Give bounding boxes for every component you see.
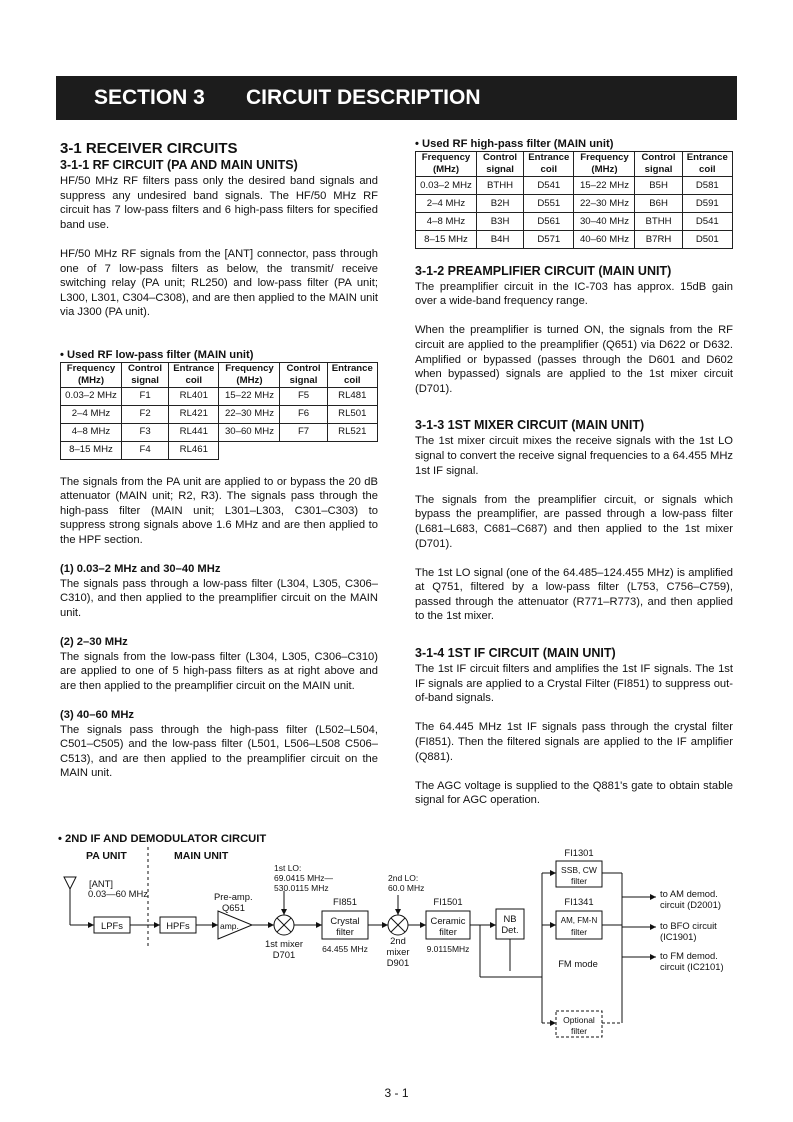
main-unit-label: MAIN UNIT [174,850,229,862]
heading-band-3: (3) 40–60 MHz [60,709,134,722]
lpf-cell: F7 [280,423,327,441]
hpfs-label: HPFs [166,920,190,931]
diagram-title: • 2ND IF AND DEMODULATOR CIRCUIT [58,833,267,845]
out-fm-2: circuit (IC2101) [660,961,724,972]
paragraph: The 1st IF circuit filters and amplifies the 1st IF signals. The 1st IF signals are applied to a Crystal Filter (FI851) to suppress out-of-band signals. [415,663,733,705]
paragraph: The preamplifier circuit in the IC-703 has approx. 15dB gain over a wide-band frequency range. [415,280,733,308]
lpf-header-cell: Control signal [280,362,327,387]
lpf-header-cell: Entrance coil [169,362,219,387]
paragraph: The signals pass through a low-pass filter (L304, L305, C306–C310), and then applied to the preamplifier circuit on the MAIN unit. [60,577,378,619]
hpf-row [416,177,733,195]
lpf-row [61,387,378,405]
lpf-cell: F2 [122,405,169,423]
hpf-row [416,195,733,213]
fi1301-label: FI1301 [564,847,594,858]
page-number: 3 - 1 [384,1086,409,1100]
hpf-cell: B3H [477,213,524,231]
lpf-table-title: • Used RF low-pass filter (MAIN unit) [60,348,254,361]
hpf-header-cell: Entrance coil [524,152,574,177]
hpf-cell: B7RH [635,231,682,249]
ceramic-label-2: filter [439,926,457,937]
lpf-cell: 15–22 MHz [219,387,280,405]
fm-mode-label: FM mode [558,958,598,969]
lpf-cell: 4–8 MHz [61,423,122,441]
hpf-header-cell: Control signal [635,152,682,177]
left-column [60,140,378,781]
mixer2-label-1: 2nd [390,935,406,946]
hpf-cell: D551 [524,195,574,213]
out-bfo-1: to BFO circuit [660,920,717,931]
hpf-cell: BTHH [477,177,524,195]
hpf-table [415,151,733,249]
lpfs-label: LPFs [101,920,123,931]
hpf-cell: D541 [524,177,574,195]
lpf-table [60,362,378,460]
out-am-1: to AM demod. [660,888,718,899]
lpf-cell: F1 [122,387,169,405]
lpf-cell: 30–60 MHz [219,423,280,441]
lpf-cell: RL401 [169,387,219,405]
pa-unit-label: PA UNIT [86,850,127,862]
optional-label-1: Optional [563,1015,595,1025]
amfm-label-2: filter [570,927,588,937]
paragraph: The signals from the PA unit are applied to or bypass the 20 dB attenuator (MAIN unit; R2, R3). The signals pass through the high-pass filter (MAIN unit; L301–L303, C301–C303) to suppress strong signals above 1.6 MHz and are then applied to the HPF section. [60,475,378,546]
hpf-cell: D541 [682,213,732,231]
paragraph: HF/50 MHz RF filters pass only the desired band signals and suppress any undesired band signals. The HF/50 MHz RF circuit has 7 low-pass filters and 6 high-pass filters for specified band use. [60,175,378,231]
heading-band-1: (1) 0.03–2 MHz and 30–40 MHz [60,563,221,576]
hpf-cell: B4H [477,231,524,249]
lo2-label: 2nd LO: [388,873,419,883]
lpf-empty-cell [219,441,378,459]
hpf-row [416,231,733,249]
heading-band-2: (2) 2–30 MHz [60,636,128,649]
hpf-cell: B6H [635,195,682,213]
mixer1-label: 1st mixer [264,938,304,949]
lpf-cell: RL421 [169,405,219,423]
hpf-cell: 15–22 MHz [574,177,635,195]
crystal-label-1: Crystal [330,915,360,926]
lpf-cell: F5 [280,387,327,405]
hpf-header-cell: Frequency (MHz) [574,152,635,177]
paragraph: HF/50 MHz RF signals from the [ANT] connector, pass through one of 7 low-pass filters as below, the transmit/ receive switching relay (PA unit; RL250) and low-pass filter (PA unit; L300, L301, C304–C308), and are then applied to the MAIN unit via J300 (PA unit). [60,247,378,319]
mixer2-label-2: mixer [386,946,410,957]
hpf-cell: D561 [524,213,574,231]
heading-rf-circuit: 3-1-1 RF CIRCUIT (PA AND MAIN UNITS) [60,158,298,172]
lpf-cell: 22–30 MHz [219,405,280,423]
antenna-icon [64,877,76,889]
lpf-cell: 0.03–2 MHz [61,387,122,405]
hpf-cell: D571 [524,231,574,249]
hpf-cell: BTHH [635,213,682,231]
lpf-cell: RL441 [169,423,219,441]
hpf-cell: D591 [682,195,732,213]
lpf-header-cell: Entrance coil [327,362,377,387]
hpf-cell: B2H [477,195,524,213]
block-diagram [56,845,746,1045]
lpf-cell: RL461 [169,441,219,459]
lpf-row [61,423,378,441]
if2-freq: 9.0115MHz [426,944,470,954]
hpf-cell: 8–15 MHz [416,231,477,249]
hpf-cell: 40–60 MHz [574,231,635,249]
lpf-row [61,405,378,423]
preamp-label: Pre-amp. [214,891,253,902]
hpf-header-cell: Frequency (MHz) [416,152,477,177]
paragraph: The signals pass through the high-pass filter (L502–L504, C501–C505) and the low-pass filter (L501, L506–L508 C506–C513), and are then applied to the preamplifier circuit on the MAIN unit. [60,723,378,780]
out-fm-1: to FM demod. [660,950,718,961]
out-am-2: circuit (D2001) [660,899,721,910]
lpf-header-cell: Control signal [122,362,169,387]
paragraph: The AGC voltage is supplied to the Q881's gate to obtain stable signal for AGC operation. [415,779,733,807]
amfm-label-1: AM, FM-N [560,916,598,925]
lpf-cell: RL501 [327,405,377,423]
paragraph: The signals from the preamplifier circuit, or signals which bypass the preamplifier, are passed through a low-pass filter (L681–L683, C681–C687) and then applied to the 1st mixer (D701). [415,493,733,550]
lo1-range-1: 69.0415 MHz— [274,873,334,883]
ssbcw-label-1: SSB, CW [561,865,597,875]
heading-preamplifier: 3-1-2 PREAMPLIFIER CIRCUIT (MAIN UNIT) [415,263,672,278]
lpf-cell: RL481 [327,387,377,405]
lpf-cell: F4 [122,441,169,459]
paragraph: The signals from the low-pass filter (L304, L305, C306–C310) are applied to one of 5 high-pass filters as at right above and are then applied to the preamplifier circuit on the MAIN unit. [60,650,378,692]
preamp-part: Q651 [222,902,245,913]
ceramic-label-1: Ceramic [430,915,466,926]
hpf-header-cell: Control signal [477,152,524,177]
lpf-header-cell: Frequency (MHz) [61,362,122,387]
hpf-cell: 2–4 MHz [416,195,477,213]
mixer2-part: D901 [386,957,410,968]
nb-label-2: Det. [501,924,519,935]
lpf-header-cell: Frequency (MHz) [219,362,280,387]
hpf-row [416,213,733,231]
hpf-cell: 0.03–2 MHz [416,177,477,195]
lo1-range-2: 530.0115 MHz [274,883,329,893]
paragraph: The 64.445 MHz 1st IF signals pass through the crystal filter (FI851). Then the filtered signals are applied to the IF amplifier (Q881). [415,721,733,763]
lo1-label: 1st LO: [274,863,302,873]
paragraph: The 1st mixer circuit mixes the receive signals with the 1st LO signal to convert the receive signal frequencies to a 64.455 MHz 1st IF signal. [415,435,733,477]
hpf-table-title: • Used RF high-pass filter (MAIN unit) [415,138,614,150]
hpf-header-cell: Entrance coil [682,152,732,177]
lpf-cell: F6 [280,405,327,423]
section-number: SECTION 3 [94,86,205,109]
lpf-cell: RL521 [327,423,377,441]
lpf-row [61,441,378,459]
lpf-cell: 8–15 MHz [61,441,122,459]
heading-1st-mixer: 3-1-3 1ST MIXER CIRCUIT (MAIN UNIT) [415,418,645,433]
section-header [56,76,737,120]
lo2-freq: 60.0 MHz [388,883,425,893]
ssbcw-label-2: filter [570,876,588,886]
mixer1-part: D701 [272,949,296,960]
heading-1st-if: 3-1-4 1ST IF CIRCUIT (MAIN UNIT) [415,646,616,661]
amp-label: amp. [220,921,239,931]
hpf-cell: 4–8 MHz [416,213,477,231]
paragraph: The 1st LO signal (one of the 64.485–124.455 MHz) is amplified at Q751, filtered by a low-pass filter (L753, C756–C759), passed through the attenuator (R771–R773), and then applied to the 1st mixer. [415,566,733,623]
lpf-cell: F3 [122,423,169,441]
fi1341-label: FI1341 [564,896,594,907]
paragraph: When the preamplifier is turned ON, the signals from the RF circuit are applied to the preamplifier (Q651) via D622 or D632. Amplified or bypassed (passes through the D601 and D602 when bypassed) signals are applied to the 1st mixer circuit (D701). [415,324,733,395]
hpf-cell: D581 [682,177,732,195]
hpf-cell: D501 [682,231,732,249]
lpf-cell: 2–4 MHz [61,405,122,423]
fi1501-label: FI1501 [433,896,463,907]
section-title: CIRCUIT DESCRIPTION [246,86,481,109]
nb-label-1: NB [503,913,517,924]
hpf-cell: 22–30 MHz [574,195,635,213]
if1-freq: 64.455 MHz [322,944,368,954]
fi851-label: FI851 [333,896,357,907]
ant-range: 0.03—60 MHz [88,888,148,899]
hpf-cell: 30–40 MHz [574,213,635,231]
hpf-cell: B5H [635,177,682,195]
optional-label-2: filter [570,1026,588,1036]
ant-label: [ANT] [89,878,113,889]
heading-receiver-circuits: 3-1 RECEIVER CIRCUITS [60,140,238,157]
crystal-label-2: filter [336,926,354,937]
right-column [415,138,733,808]
out-bfo-2: (IC1901) [660,931,697,942]
